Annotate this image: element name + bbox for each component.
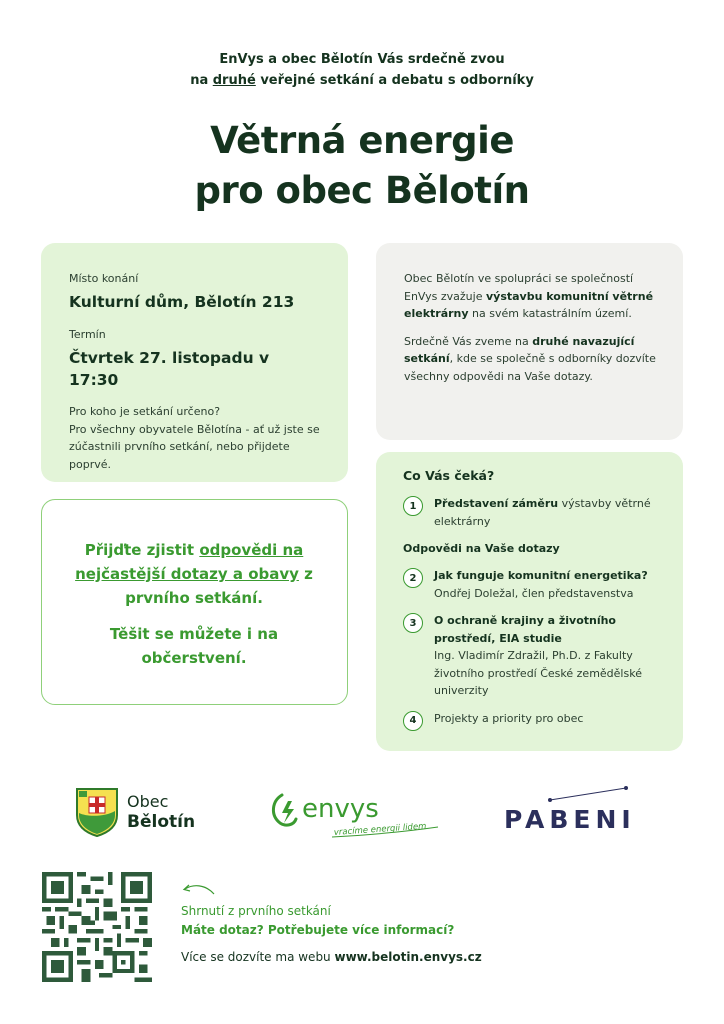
web-info-pre: Více se dozvíte ma webu bbox=[181, 950, 335, 964]
about-p2-a: Srdečně Vás zveme na bbox=[404, 334, 533, 348]
program-item-1-text bbox=[434, 495, 663, 530]
about-card bbox=[376, 243, 683, 440]
about-p2-b: druhé navazující setkání bbox=[404, 334, 635, 365]
program-card bbox=[376, 452, 683, 751]
cta-a: Přijďte zjistit bbox=[84, 541, 200, 559]
audience-question: Pro koho je setkání určeno? bbox=[69, 405, 221, 418]
pabeni-line bbox=[550, 788, 626, 800]
about-p1-b: výstavbu komunitní větrné elektrárny bbox=[404, 289, 654, 320]
program-item-3-text bbox=[434, 612, 663, 700]
about-p1-c: na svém katastrálním území. bbox=[468, 307, 632, 320]
program-item-3-rest: Ing. Vladimír Zdražil, Ph.D. z Fakulty životního prostředí České zemědělské univerzity bbox=[434, 649, 642, 697]
coat-of-arms-icon bbox=[75, 787, 119, 837]
obec-logo-text bbox=[127, 792, 195, 832]
program-item-2-rest: Ondřej Doležal, člen představenstva bbox=[434, 586, 634, 600]
cta-b: odpovědi na nejčastější dotazy a obavy bbox=[75, 541, 304, 583]
about-p2-c: , kde se společně s odborníky dozvíte všechny odpovědi na Vaše dotazy. bbox=[404, 352, 656, 383]
curved-arrow-icon bbox=[181, 882, 215, 896]
envys-leaf-icon bbox=[273, 795, 296, 825]
place-value: Kulturní dům, Bělotín 213 bbox=[69, 293, 295, 311]
program-item-4 bbox=[403, 710, 663, 731]
obec-logo-line-1: Obec bbox=[127, 792, 169, 811]
title-line-2: pro obec Bělotín bbox=[194, 169, 530, 212]
date-value: Čtvrtek 27. listopadu v 17:30 bbox=[69, 349, 270, 389]
web-info bbox=[181, 948, 541, 966]
web-link[interactable]: www.belotin.envys.cz bbox=[334, 950, 482, 964]
venue-card bbox=[41, 243, 348, 482]
program-number-1: 1 bbox=[403, 496, 423, 516]
pabeni-dot-right bbox=[624, 786, 628, 790]
cta-c: z prvního setkání. bbox=[125, 565, 313, 607]
envys-wordmark: envys bbox=[302, 794, 379, 824]
place-label: Místo konání bbox=[69, 272, 139, 285]
pabeni-wordmark: PABENI bbox=[504, 805, 636, 834]
pabeni-dot-left bbox=[548, 798, 552, 802]
program-number-4: 4 bbox=[403, 711, 423, 731]
cta-card bbox=[41, 499, 348, 705]
title-line-1: Větrná energie bbox=[210, 119, 514, 162]
footer-info bbox=[181, 882, 541, 966]
program-number-2: 2 bbox=[403, 568, 423, 588]
first-meeting-summary-link[interactable]: Shrnutí z prvního setkání bbox=[181, 904, 331, 918]
program-item-1-rest: výstavby větrné elektrárny bbox=[434, 497, 651, 528]
intro-line-1: EnVys a obec Bělotín Vás srdečně zvou bbox=[219, 52, 505, 67]
program-number-3: 3 bbox=[403, 613, 423, 633]
intro-line-2-underlined: druhé bbox=[212, 73, 256, 88]
about-paragraph-1 bbox=[404, 270, 657, 323]
cta-paragraph-1 bbox=[42, 538, 346, 610]
about-p1-a: Obec Bělotín ve spolupráci se společností EnVys zvažuje bbox=[404, 272, 634, 303]
program-item-2 bbox=[403, 567, 663, 602]
program-item-3-bold: O ochraně krajiny a životního prostředí, EIA studie bbox=[434, 614, 616, 645]
program-item-4-text: Projekty a priority pro obec bbox=[434, 711, 584, 725]
cta-paragraph-2: Těšit se můžete i na občerstvení. bbox=[109, 625, 279, 667]
page-title bbox=[0, 116, 724, 216]
program-item-1-bold: Představení záměru bbox=[434, 497, 559, 510]
pabeni-logo bbox=[502, 784, 662, 836]
intro-line-2 bbox=[0, 70, 724, 91]
questions-prompt: Máte dotaz? Potřebujete více informací? bbox=[181, 923, 455, 937]
qr-code[interactable] bbox=[42, 872, 152, 982]
program-item-1 bbox=[403, 495, 663, 530]
obec-logo-line-2: Bělotín bbox=[127, 812, 196, 832]
obec-belotin-logo bbox=[75, 787, 195, 837]
program-title: Co Vás čeká? bbox=[403, 468, 495, 483]
program-item-2-bold: Jak funguje komunitní energetika? bbox=[434, 569, 648, 582]
invitation-intro bbox=[0, 49, 724, 91]
envys-slogan: vracíme energii lidem bbox=[333, 821, 427, 838]
envys-logo bbox=[270, 789, 445, 839]
program-item-2-text bbox=[434, 567, 648, 602]
intro-line-2-post: veřejné setkání a debatu s odborníky bbox=[255, 73, 534, 88]
cta-text bbox=[42, 538, 346, 670]
intro-line-2-pre: na bbox=[190, 73, 213, 88]
about-paragraph-2 bbox=[404, 333, 657, 386]
date-label: Termín bbox=[69, 328, 106, 341]
audience-answer: Pro všechny obyvatele Bělotína - ať už jste se zúčastnili prvního setkání, nebo přijdete poprvé. bbox=[69, 422, 320, 471]
program-subtitle: Odpovědi na Vaše dotazy bbox=[403, 542, 560, 555]
program-item-3 bbox=[403, 612, 663, 700]
